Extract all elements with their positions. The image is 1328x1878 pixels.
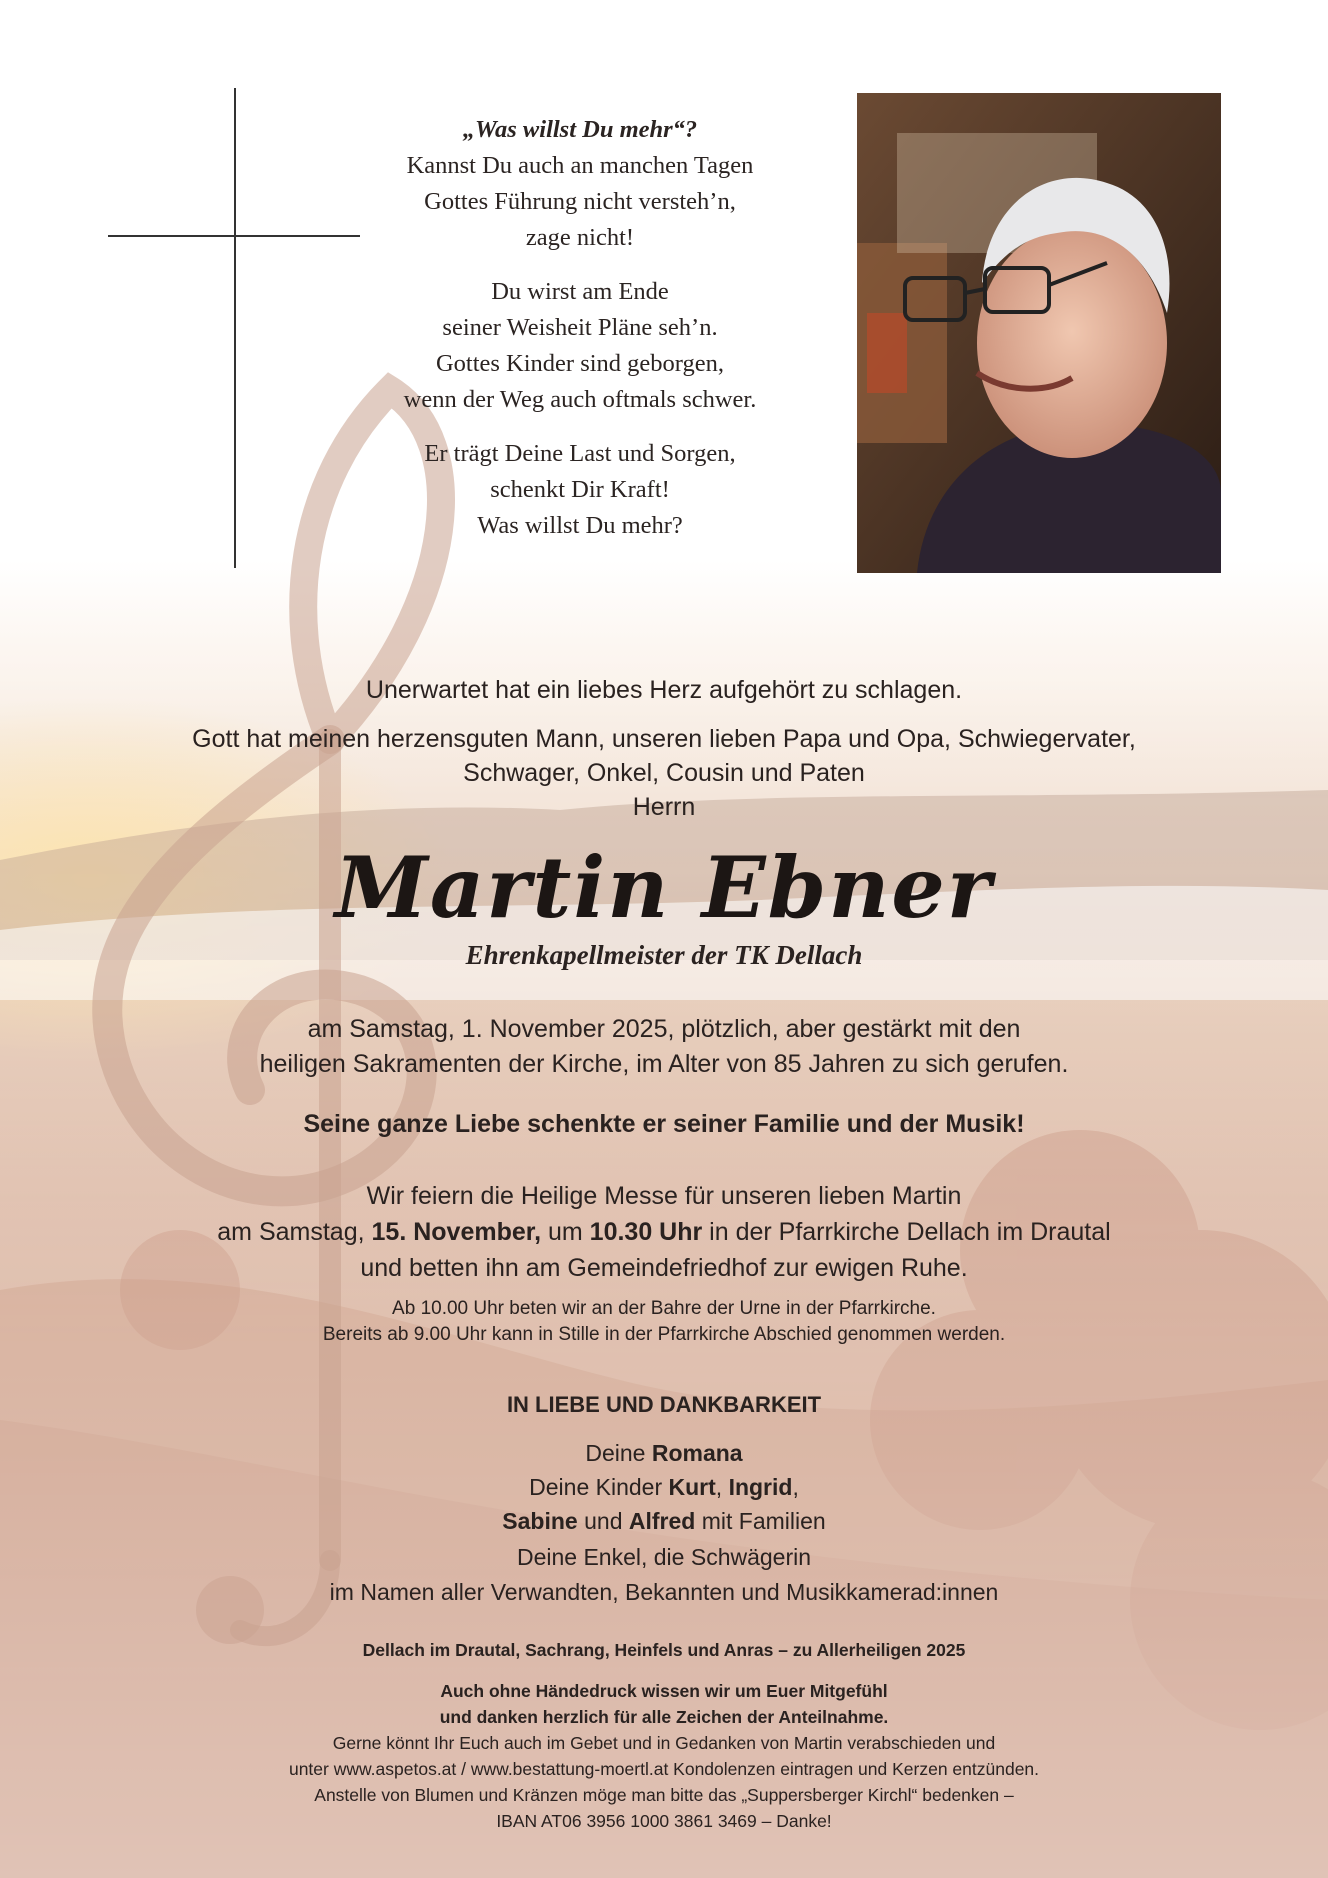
mass-text: um [541,1218,590,1246]
thanks-note [0,1678,1328,1730]
announcement-line: Schwager, Onkel, Cousin und Paten [463,759,865,787]
poem [330,112,830,562]
signers-extended [0,1540,1328,1610]
intro-text: Unerwartet hat ein liebes Herz aufgehört zu schlagen. [365,676,963,704]
poem-line: schenkt Dir Kraft! [490,476,670,503]
poem-line: Er trägt Deine Last und Sorgen, [424,440,736,467]
mass-time: 10.30 Uhr [589,1218,703,1246]
signer-text: und [577,1508,629,1534]
mass-line [0,1214,1328,1250]
info-line: IBAN AT06 3956 1000 3861 3469 – Danke! [496,1811,832,1831]
info-line: Anstelle von Blumen und Kränzen möge man bitte das „Suppersberger Kirchl“ bedenken – [314,1785,1014,1805]
mass-info [0,1178,1328,1286]
signer-text: Deine Kinder [529,1474,669,1500]
viewing-line: Bereits ab 9.00 Uhr kann in Stille in der Pfarrkirche Abschied genommen werden. [322,1324,1006,1345]
portrait-photo [857,93,1221,573]
signer-line: im Namen aller Verwandten, Bekannten und Musikkamerad:innen [329,1579,999,1605]
signer-line [0,1504,1328,1538]
poem-line: zage nicht! [525,224,635,251]
signer-name: Alfred [628,1508,696,1534]
announcement-line: Gott hat meinen herzensguten Mann, unseren lieben Papa und Opa, Schwiegervater, [192,725,1136,753]
thanks-line: und danken herzlich für alle Zeichen der Anteilnahme. [439,1707,889,1727]
info-line: Gerne könnt Ihr Euch auch im Gebet und in Gedanken von Martin verabschieden und [332,1733,996,1753]
poem-line: seiner Weisheit Pläne seh’n. [442,314,718,341]
signer-name: Kurt [668,1474,716,1500]
signer-text: , [715,1474,729,1500]
poem-stanza-2 [330,274,830,418]
poem-line: Was willst Du mehr? [477,512,683,539]
signer-line [0,1436,1328,1470]
thanks-line: Auch ohne Händedruck wissen wir um Euer Mitgefühl [440,1681,888,1701]
mass-line: und betten ihn am Gemeindefriedhof zur ewigen Ruhe. [360,1254,968,1282]
poem-title: „Was willst Du mehr“? [462,116,698,143]
signer-text: Deine [585,1440,652,1466]
poem-stanza-3 [330,436,830,544]
announcement-line: Herrn [632,793,696,821]
signers-heading: IN LIEBE UND DANKBARKEIT [506,1392,822,1417]
signer-line: Deine Enkel, die Schwägerin [516,1544,812,1570]
viewing-info [0,1296,1328,1348]
poem-line: Du wirst am Ende [491,278,669,305]
viewing-line: Ab 10.00 Uhr beten wir an der Bahre der Urne in der Pfarrkirche. [392,1298,936,1319]
signer-name: Sabine [502,1508,578,1534]
place-date: Dellach im Drautal, Sachrang, Heinfels und Anras – zu Allerheiligen 2025 [362,1640,966,1660]
poem-line: wenn der Weg auch oftmals schwer. [403,386,757,413]
poem-stanza-1 [330,112,830,256]
signer-text: , [792,1474,799,1500]
deceased-name: Martin Ebner [334,838,994,937]
mass-line: Wir feiern die Heilige Messe für unseren lieben Martin [366,1182,962,1210]
death-notice-line: heiligen Sakramenten der Kirche, im Alter von 85 Jahren zu sich gerufen. [259,1050,1069,1078]
signer-name: Romana [651,1440,743,1466]
signer-text: mit Familien [695,1508,826,1534]
mass-date: 15. November, [371,1218,542,1246]
announcement [0,722,1328,824]
signer-name: Ingrid [728,1474,793,1500]
poem-line: Gottes Kinder sind geborgen, [435,350,725,377]
poem-line: Gottes Führung nicht versteh’n, [424,188,736,215]
death-notice [0,1012,1328,1082]
mass-text: in der Pfarrkirche Dellach im Drautal [702,1218,1111,1246]
signer-line [0,1470,1328,1504]
poem-line: Kannst Du auch an manchen Tagen [406,152,754,179]
love-statement: Seine ganze Liebe schenkte er seiner Familie und der Musik! [303,1110,1025,1138]
info-line: unter www.aspetos.at / www.bestattung-moertl.at Kondolenzen eintragen und Kerzen entzünden. [288,1759,1040,1779]
condolence-info [0,1730,1328,1834]
signers-list [0,1436,1328,1538]
deceased-title: Ehrenkapellmeister der TK Dellach [465,940,863,970]
mass-text: am Samstag, [217,1218,372,1246]
death-notice-line: am Samstag, 1. November 2025, plötzlich, aber gestärkt mit den [307,1015,1021,1043]
